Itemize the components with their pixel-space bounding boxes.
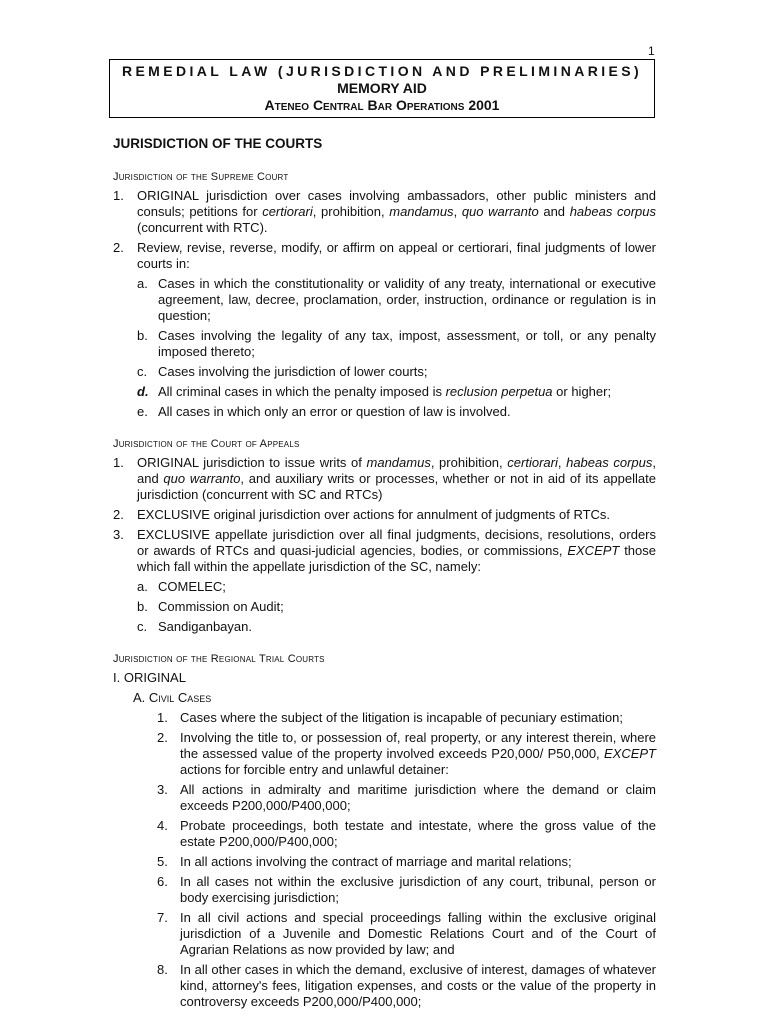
item-italic: habeas corpus xyxy=(566,455,653,470)
sub-item-letter: b. xyxy=(137,328,148,343)
supreme-court-list xyxy=(113,188,656,420)
section-heading-regional-trial-courts: Jurisdiction of the Regional Trial Courts xyxy=(113,653,325,665)
sub-item-letter: b. xyxy=(137,599,148,614)
item-number: 3. xyxy=(157,782,168,797)
item-text: In all actions involving the contract of marriage and marital relations; xyxy=(180,854,572,869)
list-item xyxy=(113,527,656,635)
item-number: 3. xyxy=(113,527,124,542)
header-subtitle: MEMORY AID xyxy=(337,80,427,96)
list-item xyxy=(157,730,656,778)
sub-list-item xyxy=(137,599,656,615)
item-number: 6. xyxy=(157,874,168,889)
header-title: REMEDIAL LAW (JURISDICTION AND PRELIMINARIES) xyxy=(121,63,643,79)
item-italic: quo warranto xyxy=(163,471,241,486)
sub-item-text: or higher; xyxy=(552,384,612,399)
item-number: 4. xyxy=(157,818,168,833)
item-text: Involving the title to, or possession of, real property, or any interest therein, where the assessed value of the property involved exceeds P20,000/ P50,000, xyxy=(180,730,656,761)
section-heading-court-of-appeals: Jurisdiction of the Court of Appeals xyxy=(113,438,300,450)
sub-item-letter: a. xyxy=(137,276,148,291)
item-text: Cases where the subject of the litigation is incapable of pecuniary estimation; xyxy=(180,710,623,725)
list-item xyxy=(157,782,656,814)
main-heading: JURISDICTION OF THE COURTS xyxy=(113,136,323,151)
court-of-appeals-list xyxy=(113,455,656,635)
item-text: In all other cases in which the demand, exclusive of interest, damages of whatever kind, attorney's fees, litigation expenses, and costs or the value of the property in controversy exceeds P200,000/P400,000; xyxy=(180,962,656,1009)
document-body xyxy=(113,135,656,1014)
item-text: actions for forcible entry and unlawful detainer: xyxy=(180,762,449,777)
item-number: 1. xyxy=(157,710,168,725)
item-italic: EXCEPT xyxy=(567,543,620,558)
item-italic: certiorari xyxy=(507,455,558,470)
item-text: (concurrent with RTC). xyxy=(137,220,268,235)
item-number: 7. xyxy=(157,910,168,925)
list-item xyxy=(157,854,656,870)
original-heading: I. ORIGINAL xyxy=(113,670,186,685)
sub-item-letter: c. xyxy=(137,364,148,379)
sub-list xyxy=(137,276,656,420)
sub-item-text: All criminal cases in which the penalty imposed is xyxy=(158,384,446,399)
header-year: 2001 xyxy=(468,97,500,113)
item-number: 5. xyxy=(157,854,168,869)
sub-list xyxy=(137,579,656,635)
civil-cases-heading: A. Civil Cases xyxy=(133,690,212,705)
sub-item-text: Cases in which the constitutionality or validity of any treaty, international or executive agreement, law, decree, proclamation, order, instruction, ordinance or regulation is in question; xyxy=(158,276,656,323)
sub-list-item xyxy=(137,364,656,380)
page-number: 1 xyxy=(648,44,655,58)
item-text: , and auxiliary writs or processes, whether or not in aid of its appellate jurisdiction (concurrent with SC and RTCs) xyxy=(137,471,656,502)
sub-item-text: Sandiganbayan. xyxy=(158,619,252,634)
item-text: EXCLUSIVE appellate jurisdiction over all final judgments, decisions, resolutions, orders or awards of RTCs and quasi-judicial agencies, bodies, or commissions, xyxy=(137,527,656,558)
item-text: In all cases not within the exclusive jurisdiction of any court, tribunal, person or body exercising jurisdiction; xyxy=(180,874,656,905)
sub-list-item xyxy=(137,579,656,595)
list-item xyxy=(157,874,656,906)
list-item xyxy=(157,962,656,1010)
sub-item-letter: a. xyxy=(137,579,148,594)
item-text: and xyxy=(538,204,570,219)
list-item xyxy=(113,455,656,503)
header-organization xyxy=(110,97,654,114)
sub-item-letter: e. xyxy=(137,404,148,419)
item-number: 8. xyxy=(157,962,168,977)
section-heading-supreme-court: Jurisdiction of the Supreme Court xyxy=(113,171,289,183)
item-italic: quo warranto xyxy=(461,204,539,219)
item-number: 1. xyxy=(113,188,124,203)
item-text: , xyxy=(453,204,462,219)
document-header xyxy=(109,59,655,118)
item-number: 1. xyxy=(113,455,124,470)
sub-list-item xyxy=(137,276,656,324)
list-item xyxy=(113,507,656,523)
item-italic: mandamus xyxy=(366,455,431,470)
list-item xyxy=(157,710,656,726)
item-text: EXCLUSIVE original jurisdiction over actions for annulment of judgments of RTCs. xyxy=(137,507,611,522)
sub-item-text: All cases in which only an error or question of law is involved. xyxy=(158,404,511,419)
item-text: , xyxy=(557,455,567,470)
item-text: those which fall within the appellate jurisdiction of the SC, namely: xyxy=(137,543,656,574)
sub-item-text: Cases involving the jurisdiction of lower courts; xyxy=(158,364,428,379)
civil-cases-list xyxy=(157,710,656,1010)
list-item xyxy=(113,188,656,236)
item-italic: certiorari xyxy=(262,204,313,219)
item-text: ORIGINAL jurisdiction over cases involving ambassadors, other public ministers and consuls; petitions for xyxy=(137,188,656,219)
sub-item-text: Cases involving the legality of any tax, impost, assessment, or toll, or any penalty imposed thereto; xyxy=(158,328,656,359)
item-italic: mandamus xyxy=(389,204,454,219)
item-text: Probate proceedings, both testate and intestate, where the gross value of the estate P200,000/P400,000; xyxy=(180,818,656,849)
sub-item-italic: reclusion perpetua xyxy=(445,384,553,399)
item-number: 2. xyxy=(113,240,124,255)
item-number: 2. xyxy=(157,730,168,745)
sub-item-text: COMELEC; xyxy=(158,579,226,594)
sub-list-item xyxy=(137,404,656,420)
item-text: , and xyxy=(137,455,657,486)
item-text: All actions in admiralty and maritime jurisdiction where the demand or claim exceeds P200,000/P400,000; xyxy=(180,782,656,813)
item-text: In all civil actions and special proceedings falling within the exclusive original jurisdiction of a Juvenile and Domestic Relations Court and of the Court of Agrarian Relations as now provided by law; and xyxy=(180,910,656,957)
list-item xyxy=(113,240,656,420)
list-item xyxy=(157,910,656,958)
item-text: Review, revise, reverse, modify, or affirm on appeal or certiorari, final judgments of lower courts in: xyxy=(137,240,656,271)
item-number: 2. xyxy=(113,507,124,522)
item-italic: habeas corpus xyxy=(569,204,656,219)
item-text: , prohibition, xyxy=(312,204,390,219)
item-italic: EXCEPT xyxy=(603,746,656,761)
sub-item-letter: d. xyxy=(137,384,149,399)
sub-list-item xyxy=(137,328,656,360)
sub-item-letter: c. xyxy=(137,619,148,634)
sub-item-text: Commission on Audit; xyxy=(158,599,284,614)
header-org-name: Ateneo Central Bar Operations xyxy=(264,97,465,113)
item-text: , prohibition, xyxy=(430,455,508,470)
sub-list-item xyxy=(137,619,656,635)
sub-list-item xyxy=(137,384,656,400)
item-text: ORIGINAL jurisdiction to issue writs of xyxy=(137,455,367,470)
list-item xyxy=(157,818,656,850)
